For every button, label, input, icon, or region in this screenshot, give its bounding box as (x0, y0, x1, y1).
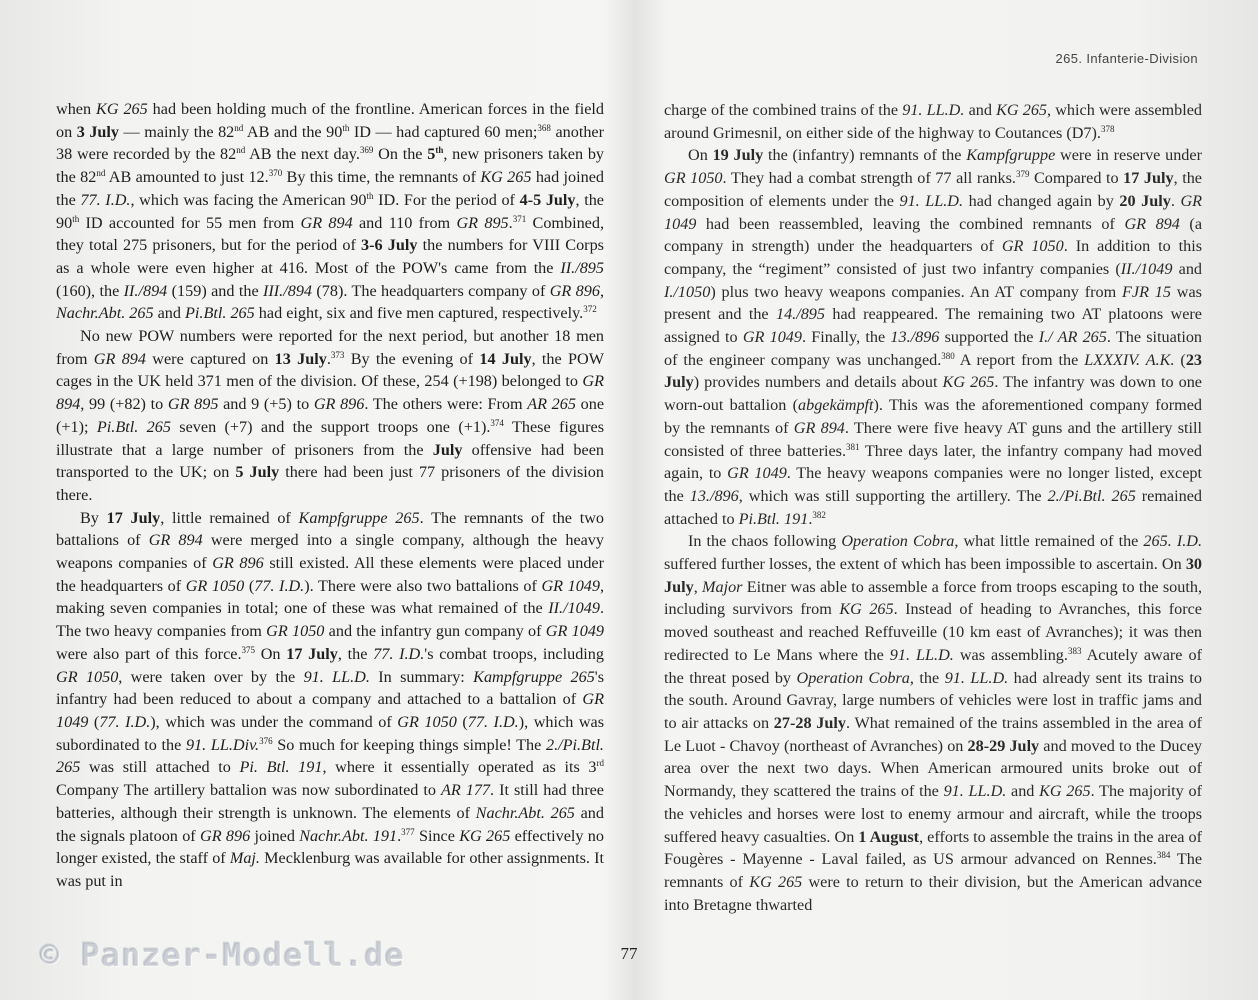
left-column (56, 98, 604, 893)
paragraph: By 17 July, little remained of Kampfgruppe 265. The remnants of the two battalions of GR 894 were merged into a single company, although the heavy weapons companies of GR 896 still existed. All these elements were placed under the headquarters of GR 1050 (77. I.D.). There were also two battalions of GR 1049, making seven companies in total; one of these was what remained of the II./1049. The two heavy companies from GR 1050 and the infantry gun company of GR 1049 were also part of this force.$^{375}$ On 17 July, the 77. I.D.'s combat troops, including GR 1050, were taken over by the 91. LL.D. In summary: Kampfgruppe 265's infantry had been reduced to about a company and attached to a battalion of GR 1049 (77. I.D.), which was under the command of GR 1050 (77. I.D.), which was subordinated to the 91. LL.Div.$^{376}$ So much for keeping things simple! The 2./Pi.Btl. 265 was still attached to Pi. Btl. 191, where it essentially operated as its 3rd Company The artillery battalion was now subordinated to AR 177. It still had three batteries, although their strength is unknown. The elements of Nachr.Abt. 265 and the signals platoon of GR 896 joined Nachr.Abt. 191.$^{377}$ Since KG 265 effectively no longer existed, the staff of Maj. Mecklenburg was available for other assignments. It was put in (56, 508, 605, 890)
paragraph: charge of the combined trains of the 91. LL.D. and KG 265, which were assembled around Grimesnil, on either side of the highway to Coutances (D7).$^{378}$ (664, 101, 1202, 142)
paragraph: In the chaos following Operation Cobra, what little remained of the 265. I.D. suffered further losses, the extent of which has been impossible to ascertain. On 30 July, Major Eitner was able to assemble a force from troops escaping to the south, including survivors from KG 265. Instead of heading to Avranches, this force moved southeast and reached Reffuveille (10 km east of Avranches); it was then redirected to Le Mans where the 91. LL.D. was assembling.$^{383}$ Acutely aware of the threat posed by Operation Cobra, the 91. LL.D. had already sent its trains to the south. Around Gavray, large numbers of vehicles were lost in traffic jams and to air attacks on 27-28 July. What remained of the trains assembled in the area of Le Luot - Chavoy (northeast of Avranches) on 28-29 July and moved to the Ducey area over the next two days. When American armoured units broke out of Normandy, they scattered the trains of the 91. LL.D. and KG 265. The majority of the vehicles and horses were lost to enemy armour and aircraft, while the troops suffered heavy casualties. On 1 August, efforts to assemble the trains in the area of Fougères - Mayenne - Laval failed, as US armour advanced on Rennes.$^{384}$ The remnants of KG 265 were to return to their division, but the American advance into Bretagne thwarted (664, 532, 1203, 914)
right-column (664, 99, 1202, 916)
paragraph: No new POW numbers were reported for the next period, but another 18 men from GR 894 were captured on 13 July.$^{373}$ By the evening of 14 July, the POW cages in the UK held 371 men of the division. Of these, 254 (+198) belonged to GR 894, 99 (+82) to GR 895 and 9 (+5) to GR 896. The others were: From AR 265 one (+1); Pi.Btl. 265 seven (+7) and the support troops one (+1).$^{374}$ These figures illustrate that a large number of prisoners from the July offensive had been transported to the UK; on 5 July there had been just 77 prisoners of the division there. (56, 327, 605, 504)
watermark: © Panzer-Modell.de (40, 936, 405, 974)
page-number: 77 (620, 944, 638, 963)
paragraph: when KG 265 had been holding much of the frontline. American forces in the field on 3 July — mainly the 82nd AB and the 90th ID — had captured 60 men;$^{368}$ another 38 were recorded by the 82nd AB the next day.$^{369}$ On the 5th, new prisoners taken by the 82nd AB amounted to just 12.$^{370}$ By this time, the remnants of KG 265 had joined the 77. I.D., which was facing the American 90th ID. For the period of 4-5 July, the 90th ID accounted for 55 men from GR 894 and 110 from GR 895.$^{371}$ Combined, they total 275 prisoners, but for the period of 3-6 July the numbers for VIII Corps as a whole were even higher at 416. Most of the POW's came from the II./895 (160), the II./894 (159) and the III./894 (78). The headquarters company of GR 896, Nachr.Abt. 265 and Pi.Btl. 265 had eight, six and five men captured, respectively.$^{372}$ (56, 100, 605, 323)
running-head: 265. Infanterie-Division (1055, 51, 1198, 66)
paragraph: On 19 July the (infantry) remnants of the Kampfgruppe were in reserve under GR 1050. They had a combat strength of 77 all ranks.$^{379}$ Compared to 17 July, the composition of elements under the 91. LL.D. had changed again by 20 July. GR 1049 had been reassembled, leaving the combined remnants of GR 894 (a company in strength) under the headquarters of GR 1050. In addition to this company, the “regiment” consisted of just two infantry companies (II./1049 and I./1050) plus two heavy weapons companies. An AT company from FJR 15 was present and the 14./895 had reappeared. The remaining two AT platoons were assigned to GR 1049. Finally, the 13./896 supported the I./ AR 265. The situation of the engineer company was unchanged.$^{380}$ A report from the LXXXIV. A.K. (23 July) provides numbers and details about KG 265. The infantry was down to one worn-out battalion (abgekämpft). This was the aforementioned company formed by the remnants of GR 894. There were five heavy AT guns and the artillery still consisted of three batteries.$^{381}$ Three days later, the infantry company had moved again, to GR 1049. The heavy weapons companies were no longer listed, except the 13./896, which was still supporting the artillery. The 2./Pi.Btl. 265 remained attached to Pi.Btl. 191.$^{382}$ (664, 146, 1203, 528)
